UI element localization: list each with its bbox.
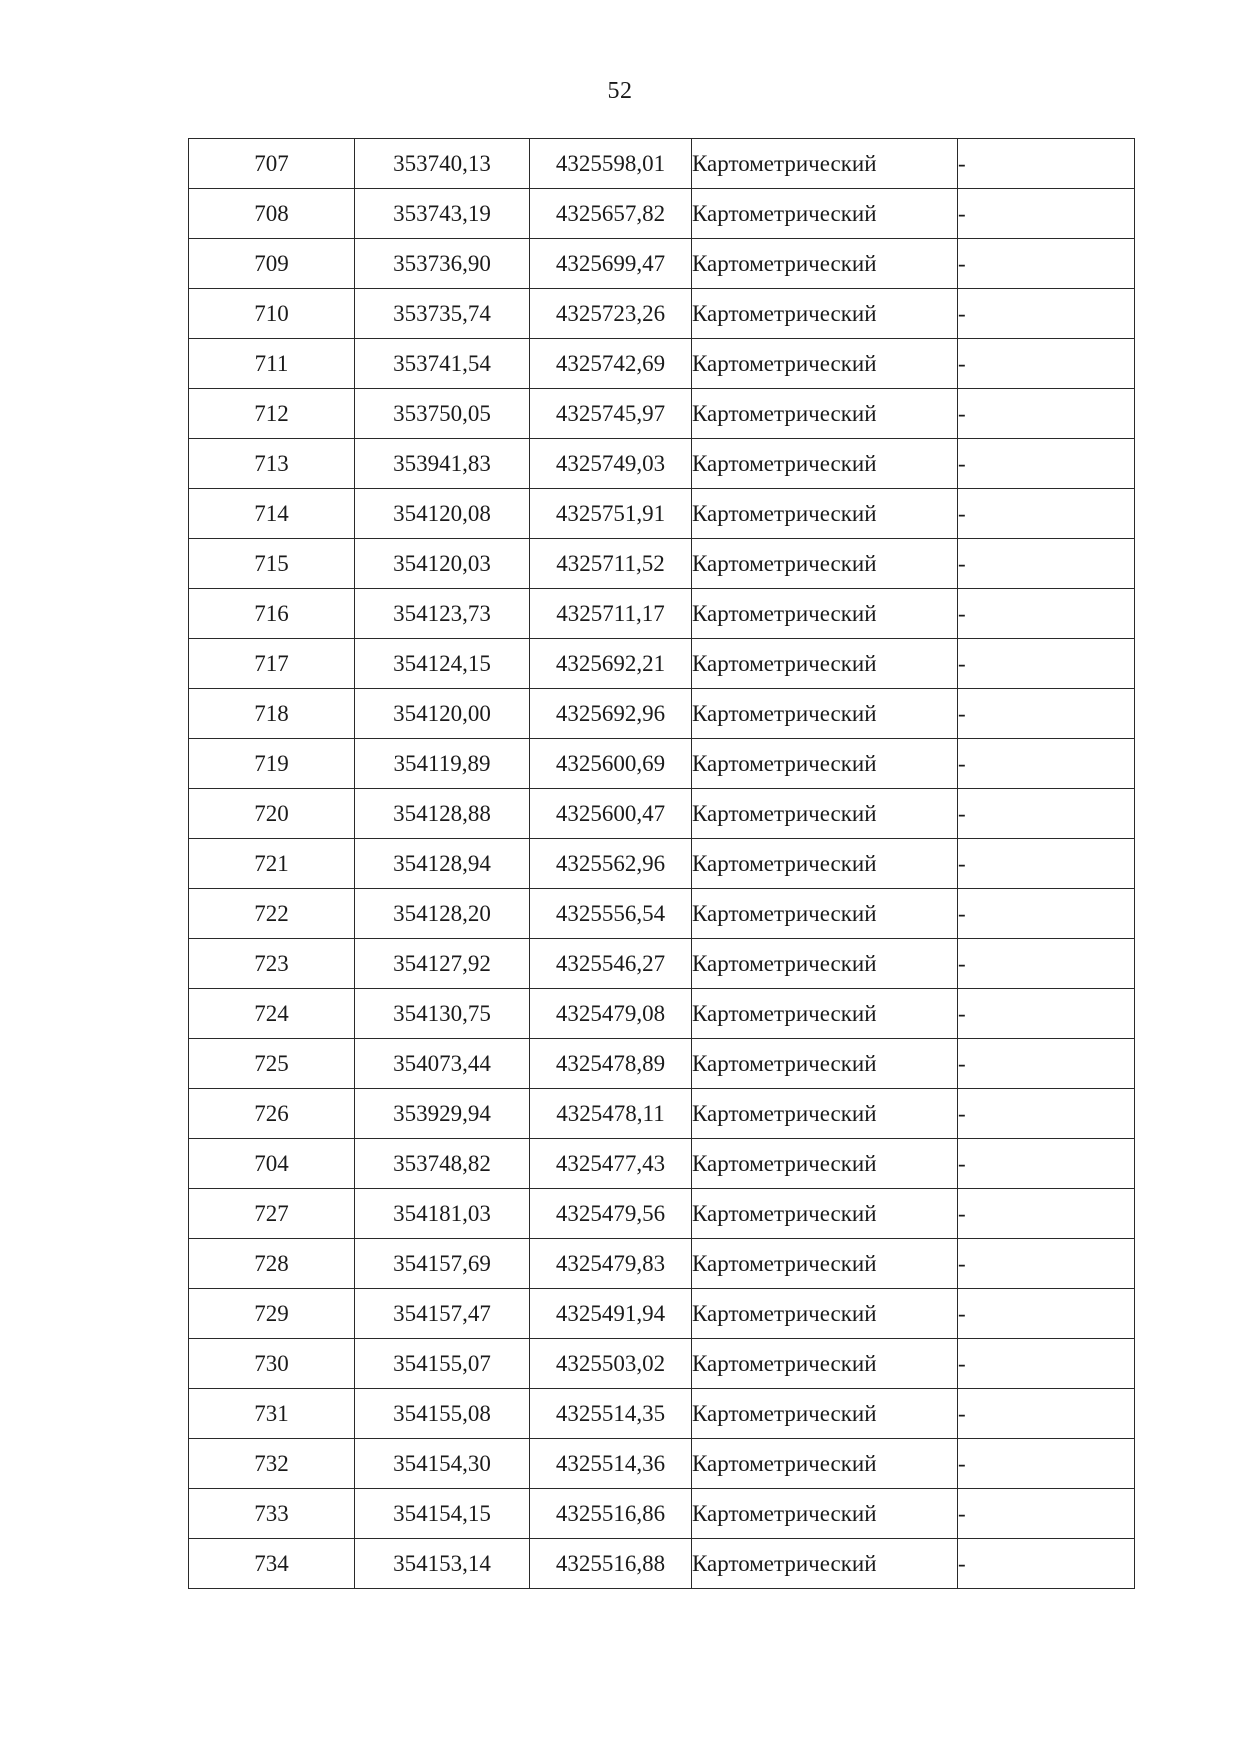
page-number: 52 xyxy=(607,78,633,104)
note-cell: - xyxy=(958,589,1135,639)
point-number-cell: 724 xyxy=(189,989,355,1039)
note-cell: - xyxy=(958,539,1135,589)
y-coordinate-cell: 4325514,35 xyxy=(530,1389,692,1439)
x-coordinate-cell: 354157,69 xyxy=(355,1239,530,1289)
note-cell: - xyxy=(958,1189,1135,1239)
method-cell: Картометрический xyxy=(692,1389,958,1439)
method-cell: Картометрический xyxy=(692,739,958,789)
table-row xyxy=(189,889,1135,939)
note-cell: - xyxy=(958,1389,1135,1439)
point-number-cell: 727 xyxy=(189,1189,355,1239)
y-coordinate-cell: 4325478,89 xyxy=(530,1039,692,1089)
x-coordinate-cell: 353735,74 xyxy=(355,289,530,339)
table-row xyxy=(189,789,1135,839)
x-coordinate-cell: 354157,47 xyxy=(355,1289,530,1339)
point-number-cell: 718 xyxy=(189,689,355,739)
point-number-cell: 725 xyxy=(189,1039,355,1089)
method-cell: Картометрический xyxy=(692,1439,958,1489)
note-cell: - xyxy=(958,1489,1135,1539)
point-number-cell: 723 xyxy=(189,939,355,989)
x-coordinate-cell: 353741,54 xyxy=(355,339,530,389)
table-row xyxy=(189,1439,1135,1489)
y-coordinate-cell: 4325600,69 xyxy=(530,739,692,789)
x-coordinate-cell: 353743,19 xyxy=(355,189,530,239)
y-coordinate-cell: 4325562,96 xyxy=(530,839,692,889)
y-coordinate-cell: 4325514,36 xyxy=(530,1439,692,1489)
table-row xyxy=(189,139,1135,189)
y-coordinate-cell: 4325491,94 xyxy=(530,1289,692,1339)
y-coordinate-cell: 4325546,27 xyxy=(530,939,692,989)
method-cell: Картометрический xyxy=(692,1539,958,1589)
point-number-cell: 710 xyxy=(189,289,355,339)
point-number-cell: 728 xyxy=(189,1239,355,1289)
note-cell: - xyxy=(958,139,1135,189)
method-cell: Картометрический xyxy=(692,839,958,889)
y-coordinate-cell: 4325479,56 xyxy=(530,1189,692,1239)
note-cell: - xyxy=(958,1239,1135,1289)
point-number-cell: 715 xyxy=(189,539,355,589)
method-cell: Картометрический xyxy=(692,1039,958,1089)
table-row xyxy=(189,689,1135,739)
table-row xyxy=(189,239,1135,289)
table-row xyxy=(189,289,1135,339)
x-coordinate-cell: 354123,73 xyxy=(355,589,530,639)
point-number-cell: 712 xyxy=(189,389,355,439)
y-coordinate-cell: 4325742,69 xyxy=(530,339,692,389)
point-number-cell: 711 xyxy=(189,339,355,389)
note-cell: - xyxy=(958,1089,1135,1139)
point-number-cell: 709 xyxy=(189,239,355,289)
table-row xyxy=(189,589,1135,639)
note-cell: - xyxy=(958,989,1135,1039)
method-cell: Картометрический xyxy=(692,589,958,639)
method-cell: Картометрический xyxy=(692,639,958,689)
y-coordinate-cell: 4325745,97 xyxy=(530,389,692,439)
note-cell: - xyxy=(958,1289,1135,1339)
point-number-cell: 730 xyxy=(189,1339,355,1389)
method-cell: Картометрический xyxy=(692,1189,958,1239)
table-row xyxy=(189,389,1135,439)
x-coordinate-cell: 353929,94 xyxy=(355,1089,530,1139)
y-coordinate-cell: 4325751,91 xyxy=(530,489,692,539)
note-cell: - xyxy=(958,889,1135,939)
note-cell: - xyxy=(958,789,1135,839)
y-coordinate-cell: 4325479,08 xyxy=(530,989,692,1039)
table-row xyxy=(189,1139,1135,1189)
method-cell: Картометрический xyxy=(692,389,958,439)
x-coordinate-cell: 354155,07 xyxy=(355,1339,530,1389)
note-cell: - xyxy=(958,439,1135,489)
table-row xyxy=(189,1389,1135,1439)
method-cell: Картометрический xyxy=(692,1089,958,1139)
table-row xyxy=(189,1089,1135,1139)
table-row xyxy=(189,989,1135,1039)
point-number-cell: 721 xyxy=(189,839,355,889)
y-coordinate-cell: 4325711,52 xyxy=(530,539,692,589)
table-row xyxy=(189,539,1135,589)
method-cell: Картометрический xyxy=(692,989,958,1039)
y-coordinate-cell: 4325598,01 xyxy=(530,139,692,189)
table-row xyxy=(189,939,1135,989)
method-cell: Картометрический xyxy=(692,1489,958,1539)
table-row xyxy=(189,489,1135,539)
x-coordinate-cell: 353736,90 xyxy=(355,239,530,289)
x-coordinate-cell: 354120,08 xyxy=(355,489,530,539)
note-cell: - xyxy=(958,339,1135,389)
point-number-cell: 733 xyxy=(189,1489,355,1539)
table-row xyxy=(189,839,1135,889)
y-coordinate-cell: 4325503,02 xyxy=(530,1339,692,1389)
note-cell: - xyxy=(958,289,1135,339)
y-coordinate-cell: 4325600,47 xyxy=(530,789,692,839)
method-cell: Картометрический xyxy=(692,1339,958,1389)
point-number-cell: 726 xyxy=(189,1089,355,1139)
note-cell: - xyxy=(958,839,1135,889)
x-coordinate-cell: 353748,82 xyxy=(355,1139,530,1189)
y-coordinate-cell: 4325479,83 xyxy=(530,1239,692,1289)
table-row xyxy=(189,1539,1135,1589)
point-number-cell: 720 xyxy=(189,789,355,839)
x-coordinate-cell: 354128,20 xyxy=(355,889,530,939)
method-cell: Картометрический xyxy=(692,939,958,989)
y-coordinate-cell: 4325749,03 xyxy=(530,439,692,489)
method-cell: Картометрический xyxy=(692,1239,958,1289)
note-cell: - xyxy=(958,739,1135,789)
table-row xyxy=(189,1239,1135,1289)
y-coordinate-cell: 4325699,47 xyxy=(530,239,692,289)
note-cell: - xyxy=(958,1339,1135,1389)
x-coordinate-cell: 353750,05 xyxy=(355,389,530,439)
coordinates-table xyxy=(188,138,1135,1589)
x-coordinate-cell: 354120,03 xyxy=(355,539,530,589)
x-coordinate-cell: 354130,75 xyxy=(355,989,530,1039)
method-cell: Картометрический xyxy=(692,889,958,939)
note-cell: - xyxy=(958,489,1135,539)
y-coordinate-cell: 4325516,88 xyxy=(530,1539,692,1589)
note-cell: - xyxy=(958,1039,1135,1089)
coordinates-table-body xyxy=(189,139,1135,1589)
point-number-cell: 719 xyxy=(189,739,355,789)
x-coordinate-cell: 354120,00 xyxy=(355,689,530,739)
note-cell: - xyxy=(958,389,1135,439)
y-coordinate-cell: 4325723,26 xyxy=(530,289,692,339)
method-cell: Картометрический xyxy=(692,289,958,339)
point-number-cell: 729 xyxy=(189,1289,355,1339)
point-number-cell: 722 xyxy=(189,889,355,939)
y-coordinate-cell: 4325477,43 xyxy=(530,1139,692,1189)
x-coordinate-cell: 354124,15 xyxy=(355,639,530,689)
table-row xyxy=(189,1339,1135,1389)
point-number-cell: 717 xyxy=(189,639,355,689)
y-coordinate-cell: 4325692,96 xyxy=(530,689,692,739)
x-coordinate-cell: 354119,89 xyxy=(355,739,530,789)
note-cell: - xyxy=(958,1139,1135,1189)
point-number-cell: 732 xyxy=(189,1439,355,1489)
y-coordinate-cell: 4325711,17 xyxy=(530,589,692,639)
table-row xyxy=(189,189,1135,239)
method-cell: Картометрический xyxy=(692,689,958,739)
table-row xyxy=(189,639,1135,689)
x-coordinate-cell: 353740,13 xyxy=(355,139,530,189)
method-cell: Картометрический xyxy=(692,139,958,189)
y-coordinate-cell: 4325556,54 xyxy=(530,889,692,939)
y-coordinate-cell: 4325516,86 xyxy=(530,1489,692,1539)
point-number-cell: 731 xyxy=(189,1389,355,1439)
table-row xyxy=(189,1489,1135,1539)
table-row xyxy=(189,739,1135,789)
y-coordinate-cell: 4325478,11 xyxy=(530,1089,692,1139)
x-coordinate-cell: 354153,14 xyxy=(355,1539,530,1589)
note-cell: - xyxy=(958,939,1135,989)
note-cell: - xyxy=(958,639,1135,689)
point-number-cell: 707 xyxy=(189,139,355,189)
x-coordinate-cell: 353941,83 xyxy=(355,439,530,489)
point-number-cell: 704 xyxy=(189,1139,355,1189)
point-number-cell: 716 xyxy=(189,589,355,639)
point-number-cell: 708 xyxy=(189,189,355,239)
method-cell: Картометрический xyxy=(692,1139,958,1189)
method-cell: Картометрический xyxy=(692,489,958,539)
x-coordinate-cell: 354128,88 xyxy=(355,789,530,839)
point-number-cell: 713 xyxy=(189,439,355,489)
method-cell: Картометрический xyxy=(692,539,958,589)
x-coordinate-cell: 354127,92 xyxy=(355,939,530,989)
table-row xyxy=(189,339,1135,389)
table-row xyxy=(189,1189,1135,1239)
x-coordinate-cell: 354181,03 xyxy=(355,1189,530,1239)
x-coordinate-cell: 354154,30 xyxy=(355,1439,530,1489)
table-row xyxy=(189,439,1135,489)
x-coordinate-cell: 354128,94 xyxy=(355,839,530,889)
y-coordinate-cell: 4325657,82 xyxy=(530,189,692,239)
method-cell: Картометрический xyxy=(692,189,958,239)
x-coordinate-cell: 354154,15 xyxy=(355,1489,530,1539)
note-cell: - xyxy=(958,1439,1135,1489)
y-coordinate-cell: 4325692,21 xyxy=(530,639,692,689)
note-cell: - xyxy=(958,689,1135,739)
note-cell: - xyxy=(958,1539,1135,1589)
note-cell: - xyxy=(958,189,1135,239)
x-coordinate-cell: 354155,08 xyxy=(355,1389,530,1439)
point-number-cell: 734 xyxy=(189,1539,355,1589)
table-row xyxy=(189,1289,1135,1339)
point-number-cell: 714 xyxy=(189,489,355,539)
method-cell: Картометрический xyxy=(692,239,958,289)
method-cell: Картометрический xyxy=(692,339,958,389)
x-coordinate-cell: 354073,44 xyxy=(355,1039,530,1089)
method-cell: Картометрический xyxy=(692,439,958,489)
method-cell: Картометрический xyxy=(692,789,958,839)
method-cell: Картометрический xyxy=(692,1289,958,1339)
note-cell: - xyxy=(958,239,1135,289)
table-row xyxy=(189,1039,1135,1089)
